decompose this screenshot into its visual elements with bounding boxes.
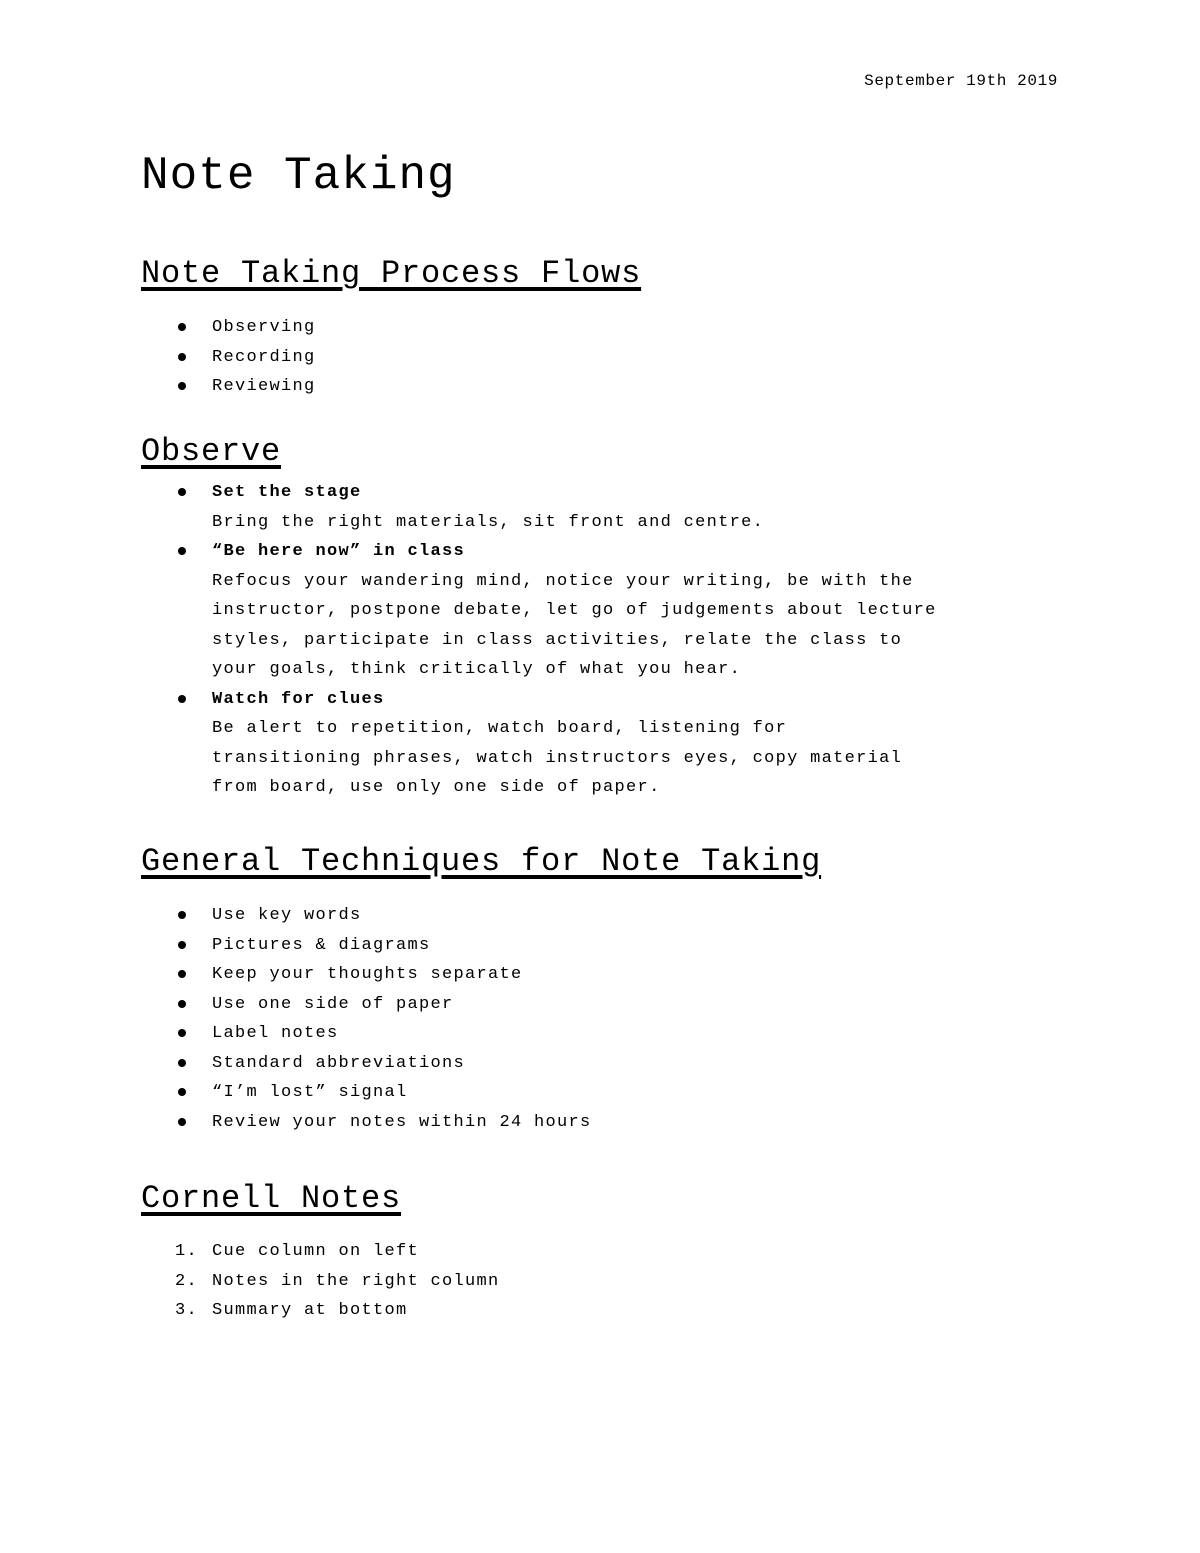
document-title: Note Taking bbox=[141, 150, 456, 202]
list-item: Label notes bbox=[141, 1019, 592, 1049]
list-number: 2. bbox=[175, 1271, 199, 1291]
list-item: Observing bbox=[141, 313, 316, 343]
general-techniques-list bbox=[141, 901, 592, 1137]
list-item bbox=[141, 1237, 500, 1267]
item-title: Set the stage bbox=[212, 483, 362, 502]
observe-list bbox=[141, 478, 937, 803]
item-body: Refocus your wandering mind, notice your writing, be with the instructor, postpone debate, let go of judgements about lecture styles, participate in class activities, relate the class to your goals, think critically of what you hear. bbox=[212, 571, 937, 679]
list-item: Recording bbox=[141, 343, 316, 373]
list-item bbox=[141, 685, 937, 803]
heading-process-flows: Note Taking Process Flows bbox=[141, 255, 642, 292]
item-body: Bring the right materials, sit front and centre. bbox=[212, 512, 765, 532]
list-item: “I’m lost” signal bbox=[141, 1078, 592, 1108]
list-item: Reviewing bbox=[141, 372, 316, 402]
document-date: September 19th 2019 bbox=[864, 72, 1058, 90]
item-body: Be alert to repetition, watch board, listening for transitioning phrases, watch instructors eyes, copy material from board, use only one side of paper. bbox=[212, 719, 903, 797]
list-item: Keep your thoughts separate bbox=[141, 960, 592, 990]
list-item-text: Notes in the right column bbox=[212, 1271, 500, 1291]
list-item bbox=[141, 537, 937, 685]
cornell-notes-list bbox=[141, 1237, 500, 1326]
list-item-text: Summary at bottom bbox=[212, 1301, 408, 1320]
item-title: Watch for clues bbox=[212, 689, 385, 709]
list-item: Use one side of paper bbox=[141, 990, 592, 1020]
item-title: “Be here now” in class bbox=[212, 542, 466, 561]
list-item: Standard abbreviations bbox=[141, 1049, 592, 1079]
list-item-text: Cue column on left bbox=[212, 1242, 420, 1261]
list-item bbox=[141, 478, 937, 537]
list-item: Pictures & diagrams bbox=[141, 931, 592, 961]
list-item: Review your notes within 24 hours bbox=[141, 1108, 592, 1138]
list-item bbox=[141, 1267, 500, 1297]
heading-general-techniques: General Techniques for Note Taking bbox=[141, 843, 822, 880]
list-number: 1. bbox=[175, 1242, 199, 1261]
list-item bbox=[141, 1296, 500, 1326]
heading-observe: Observe bbox=[141, 433, 282, 470]
heading-cornell-notes: Cornell Notes bbox=[141, 1180, 402, 1217]
list-item: Use key words bbox=[141, 901, 592, 931]
process-flows-list bbox=[141, 313, 316, 402]
list-number: 3. bbox=[175, 1301, 199, 1320]
